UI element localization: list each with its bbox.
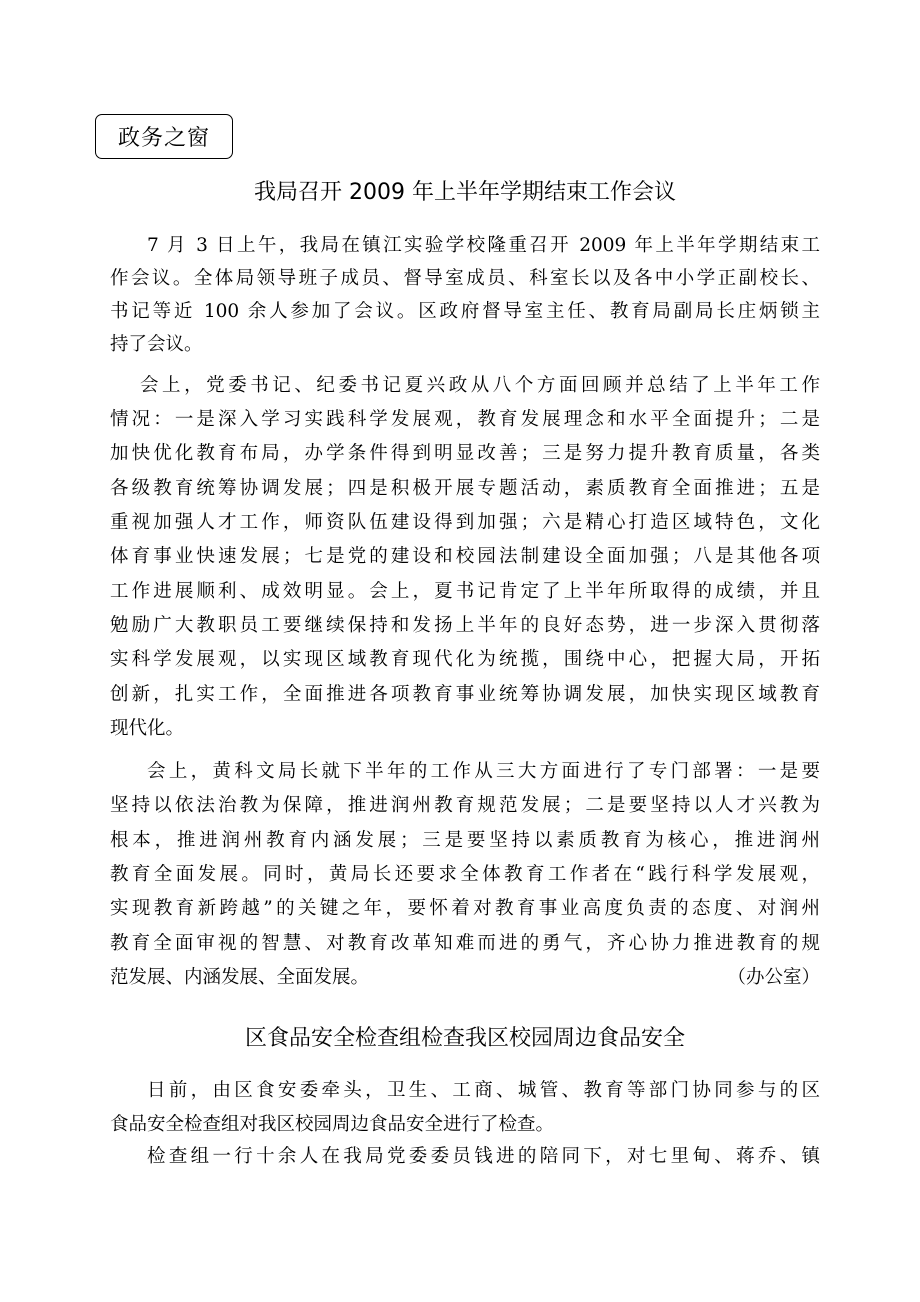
- section-label-box: [95, 114, 233, 159]
- article-1-line: 坚持以依法治教为保障，推进润州教育规范发展；二是要坚持以人才兴教为: [110, 795, 820, 816]
- article-1-line: 勉励广大教职员工要继续保持和发扬上半年的良好态势，进一步深入贯彻落: [110, 615, 820, 636]
- article-1-line: 作会议。全体局领导班子成员、督导室成员、科室长以及各中小学正副校长、: [110, 268, 820, 289]
- article-2-line: 食品安全检查组对我区校园周边食品安全进行了检查。: [110, 1114, 555, 1135]
- article-1-line: 实现教育新跨越”的关键之年，要怀着对教育事业高度负责的态度、对润州: [110, 898, 820, 919]
- article-1-title: 我局召开 2009 年上半年学期结束工作会议: [254, 180, 676, 205]
- article-1-line: 会上，黄科文局长就下半年的工作从三大方面进行了专门部署：一是要: [147, 761, 820, 782]
- article-1-line: 情况：一是深入学习实践科学发展观，教育发展理念和水平全面提升；二是: [110, 409, 820, 430]
- article-1-line: 现代化。: [110, 718, 185, 739]
- article-2-line: 检查组一行十余人在我局党委委员钱进的陪同下，对七里甸、蒋乔、镇: [147, 1146, 820, 1167]
- article-1-signature: （办公室）: [727, 967, 820, 988]
- article-1-line: 创新，扎实工作，全面推进各项教育事业统筹协调发展，加快实现区域教育: [110, 684, 820, 705]
- article-1-last-line: [110, 963, 820, 993]
- article-2-title: 区食品安全检查组检查我区校园周边食品安全: [244, 1026, 685, 1051]
- article-1-line: 范发展、内涵发展、全面发展。: [110, 967, 370, 988]
- article-1-line: 工作进展顺利、成效明显。会上，夏书记肯定了上半年所取得的成绩，并且: [110, 581, 820, 602]
- section-label: 政务之窗: [117, 126, 210, 151]
- article-1-line: 教育全面发展。同时，黄局长还要求全体教育工作者在“践行科学发展观，: [110, 864, 820, 885]
- article-1-line: 7 月 3 日上午，我局在镇江实验学校隆重召开 2009 年上半年学期结束工: [147, 235, 820, 256]
- article-1-line: 根本，推进润州教育内涵发展；三是要坚持以素质教育为核心，推进润州: [110, 830, 820, 851]
- article-1-line: 体育事业快速发展；七是党的建设和校园法制建设全面加强；八是其他各项: [110, 546, 820, 567]
- article-1-line: 各级教育统筹协调发展；四是积极开展专题活动，素质教育全面推进；五是: [110, 478, 820, 499]
- article-1-line: 实科学发展观，以实现区域教育现代化为统揽，围绕中心，把握大局，开拓: [110, 649, 820, 670]
- article-1-line: 重视加强人才工作，师资队伍建设得到加强；六是精心打造区域特色，文化: [110, 512, 820, 533]
- article-1-line: 书记等近 100 余人参加了会议。区政府督导室主任、教育局副局长庄炳锁主: [110, 301, 820, 322]
- article-2-line: 日前，由区食安委牵头，卫生、工商、城管、教育等部门协同参与的区: [147, 1080, 820, 1101]
- article-1-line: 会上，党委书记、纪委书记夏兴政从八个方面回顾并总结了上半年工作: [140, 375, 820, 396]
- article-1-line: 持了会议。: [110, 334, 203, 355]
- article-1-line: 教育全面审视的智慧、对教育改革知难而进的勇气，齐心协力推进教育的规: [110, 933, 820, 954]
- article-1-line: 加快优化教育布局，办学条件得到明显改善；三是努力提升教育质量，各类: [110, 443, 820, 464]
